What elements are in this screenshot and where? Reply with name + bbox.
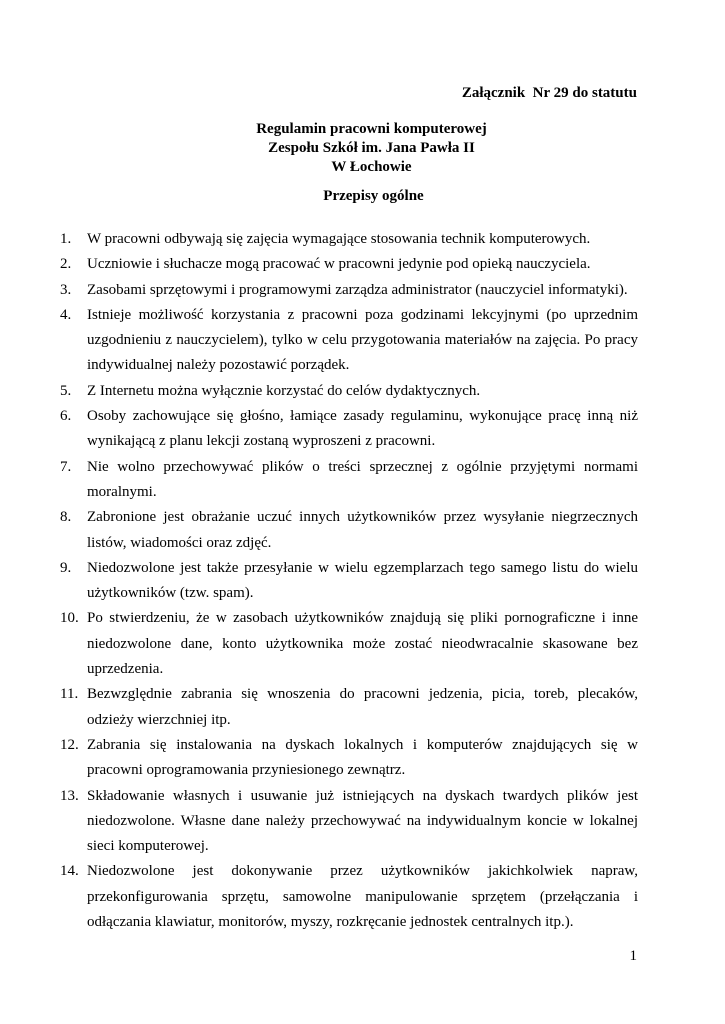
rule-text: Po stwierdzeniu, że w zasobach użytkowników znajdują się pliki pornograficzne i inne niedozwolone dane, konto użytkownika może zostać nieodwracalnie skasowane bez uprzedzenia. xyxy=(87,610,638,678)
rule-number: 8. xyxy=(60,509,72,526)
rule-number: 1. xyxy=(60,231,72,247)
rule-text: Z Internetu można wyłącznie korzystać do celów dydaktycznych. xyxy=(87,382,481,399)
rule-number: 11. xyxy=(60,686,79,703)
list-item xyxy=(60,404,638,455)
rule-text: Niedozwolone jest dokonywanie przez użytkowników jakichkolwiek napraw, przekonfigurowania sprzętu, samowolne manipulowanie sprzętem (przełączania i odłączania klawiatur, monitorów, myszy, rozkręcanie jednostek centralnych itp.). xyxy=(87,863,638,931)
list-item xyxy=(60,379,638,404)
rule-text: Bezwzględnie zabrania się wnoszenia do pracowni jedzenia, picia, toreb, plecaków, odzieży wierzchniej itp. xyxy=(87,686,638,728)
list-item xyxy=(60,455,638,506)
rule-number: 7. xyxy=(60,458,72,475)
title-line-2: Zespołu Szkół im. Jana Pawła II xyxy=(268,140,475,156)
rule-number: 3. xyxy=(60,281,72,298)
section-heading-text: Przepisy ogólne xyxy=(323,188,424,204)
rule-number: 6. xyxy=(60,408,72,425)
rule-number: 10. xyxy=(60,610,79,627)
list-item xyxy=(60,556,638,607)
rule-text: Nie wolno przechowywać plików o treści sprzecznej z ogólnie przyjętymi normami moralnymi. xyxy=(87,458,638,500)
rule-text: Zasobami sprzętowymi i programowymi zarządza administrator (nauczyciel informatyki). xyxy=(87,281,628,298)
document-title xyxy=(0,120,725,177)
list-item xyxy=(60,784,638,860)
page-number: 1 xyxy=(629,948,637,964)
rules-list xyxy=(60,227,638,935)
rule-text: Uczniowie i słuchacze mogą pracować w pracowni jedynie pod opieką nauczyciela. xyxy=(87,256,591,273)
list-item xyxy=(60,682,638,733)
rule-number: 4. xyxy=(60,306,72,323)
rule-text: Składowanie własnych i usuwanie już istniejących na dyskach twardych plików jest niedozwolone. Własne dane należy przechowywać na indywidualnym koncie w lokalnej sieci komputerowej. xyxy=(87,787,638,855)
rule-text: W pracowni odbywają się zajęcia wymagające stosowania technik komputerowych. xyxy=(87,231,591,247)
rule-text: Istnieje możliwość korzystania z pracowni poza godzinami lekcyjnymi (po uprzednim uzgodnieniu z nauczycielem), tylko w celu przygotowania materiałów na zajęcia. Po pracy indywidualnej należy pozostawić porządek. xyxy=(87,306,638,374)
list-item xyxy=(60,227,638,252)
rule-text: Zabrania się instalowania na dyskach lokalnych i komputerów znajdujących się w pracowni oprogramowania przyniesionego zewnątrz. xyxy=(87,736,638,779)
list-item xyxy=(60,505,638,556)
list-item xyxy=(60,733,638,784)
list-item xyxy=(60,303,638,379)
rule-number: 9. xyxy=(60,559,72,576)
section-heading xyxy=(0,188,725,205)
rule-number: 13. xyxy=(60,787,79,804)
rule-number: 14. xyxy=(60,863,79,880)
title-line-3: W Łochowie xyxy=(331,159,412,175)
title-line-1: Regulamin pracowni komputerowej xyxy=(256,121,487,137)
list-item xyxy=(60,278,638,303)
rule-number: 12. xyxy=(60,736,79,753)
rule-number: 2. xyxy=(60,256,72,273)
rule-text: Niedozwolone jest także przesyłanie w wielu egzemplarzach tego samego listu do wielu użytkowników (tzw. spam). xyxy=(87,559,638,602)
rule-text: Zabronione jest obrażanie uczuć innych użytkowników przez wysyłanie niegrzecznych listów, wiadomości oraz zdjęć. xyxy=(87,509,638,551)
list-item xyxy=(60,252,638,277)
list-item xyxy=(60,606,638,682)
list-item xyxy=(60,859,638,935)
rule-number: 5. xyxy=(60,382,72,399)
rule-text: Osoby zachowujące się głośno, łamiące zasady regulaminu, wykonujące pracę inną niż wynikającą z planu lekcji zostaną wyproszeni z pracowni. xyxy=(87,408,638,450)
attachment-label: Załącznik Nr 29 do statutu xyxy=(461,85,637,101)
